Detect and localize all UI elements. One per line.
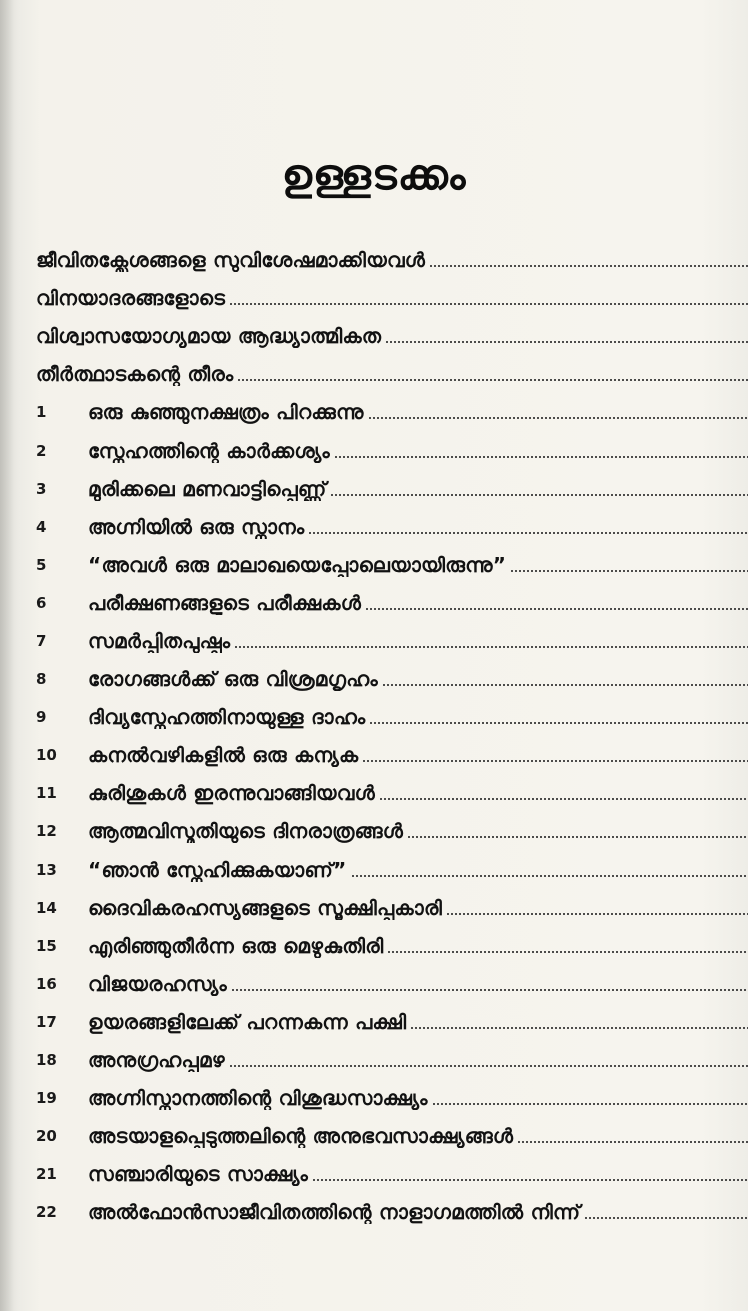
toc-chapter-entry <box>36 736 748 774</box>
chapter-title: ദിവ്യസ്നേഹത്തിനായുള്ള ദാഹം <box>88 705 366 730</box>
chapter-number: 16 <box>36 974 57 993</box>
toc-chapter-entry <box>36 1003 748 1041</box>
chapter-number: 3 <box>36 479 47 498</box>
dot-leader <box>231 989 748 991</box>
dot-leader <box>334 456 748 458</box>
toc-chapter-entry <box>36 660 748 698</box>
dot-leader <box>407 836 748 838</box>
toc-entry-label: വിനയാദരങ്ങളോടെ <box>36 286 226 311</box>
toc-chapter-entry <box>36 851 748 889</box>
toc-chapter-entry <box>36 393 748 431</box>
dot-leader <box>229 303 748 305</box>
toc-entry-label: തീർത്ഥാടകന്റെ തീരം <box>36 362 234 387</box>
chapter-number: 13 <box>36 860 57 879</box>
dot-leader <box>312 1179 748 1181</box>
dot-leader <box>584 1217 748 1219</box>
dot-leader <box>237 379 748 381</box>
chapter-number: 11 <box>36 784 57 803</box>
chapter-number: 18 <box>36 1051 57 1070</box>
dot-leader <box>229 1065 748 1067</box>
table-of-contents <box>36 241 748 1231</box>
toc-chapter-entry <box>36 1041 748 1079</box>
dot-leader <box>410 1027 748 1029</box>
toc-chapter-entry <box>36 1117 748 1155</box>
dot-leader <box>369 722 748 724</box>
chapter-title: ദൈവികരഹസ്യങ്ങളുടെ സൂക്ഷിപ്പുകാരി <box>88 895 443 920</box>
toc-chapter-entry <box>36 1193 748 1231</box>
chapter-title: എരിഞ്ഞുതീർന്ന ഒരു മെഴുകുതിരി <box>88 933 384 958</box>
dot-leader <box>308 532 748 534</box>
chapter-title: കനൽവഴികളിൽ ഒരു കന്യക <box>88 743 359 768</box>
page-title: ഉള്ളടക്കം <box>281 150 467 199</box>
toc-entry-label: വിശ്വാസയോഗ്യമായ ആദ്ധ്യാത്മികത <box>36 324 382 349</box>
chapter-title: ഉയരങ്ങളിലേക്ക് പറന്നകന്ന പക്ഷി <box>88 1009 407 1034</box>
chapter-title: ഒരു കുഞ്ഞുനക്ഷത്രം പിറക്കുന്നു <box>88 400 364 425</box>
chapter-number: 10 <box>36 746 57 765</box>
chapter-title: അഗ്നിയിൽ ഒരു സ്നാനം <box>88 514 305 539</box>
chapter-title: രോഗങ്ങൾക്ക് ഒരു വിശ്രമഗൃഹം <box>88 667 378 692</box>
chapter-title: സ്നേഹത്തിന്റെ കാർക്കശ്യം <box>88 438 330 463</box>
dot-leader <box>432 1103 748 1105</box>
chapter-title: അഗ്നിസ്നാനത്തിന്റെ വിശുദ്ധസാക്ഷ്യം <box>88 1086 428 1111</box>
chapter-title: “അവൾ ഒരു മാലാഖയെപ്പോലെയായിരുന്നു” <box>88 552 507 577</box>
chapter-title: പരീക്ഷണങ്ങളുടെ പരീക്ഷകൾ <box>88 590 362 615</box>
toc-chapter-entry <box>36 1079 748 1117</box>
chapter-title: കുരിശുകൾ ഇരന്നുവാങ്ങിയവൾ <box>88 781 376 806</box>
toc-chapter-entry <box>36 698 748 736</box>
dot-leader <box>517 1141 748 1143</box>
dot-leader <box>234 646 748 648</box>
chapter-number: 15 <box>36 936 57 955</box>
dot-leader <box>330 494 748 496</box>
chapter-title: വിജയരഹസ്യം <box>88 971 227 996</box>
chapter-title: “ഞാൻ സ്നേഹിക്കുകയാണ്” <box>88 857 347 882</box>
chapter-number: 7 <box>36 631 47 650</box>
chapter-number: 9 <box>36 708 47 727</box>
chapter-number: 20 <box>36 1127 57 1146</box>
chapter-title: അൽഫോൻസാജീവിതത്തിന്റെ നാളാഗമത്തിൽ നിന്ന് <box>88 1200 581 1225</box>
chapter-title: മുരിക്കലെ മണവാട്ടിപ്പെണ്ണ് <box>88 476 327 501</box>
dot-leader <box>510 570 748 572</box>
chapter-number: 19 <box>36 1089 57 1108</box>
toc-chapter-entry <box>36 965 748 1003</box>
chapter-number: 21 <box>36 1165 57 1184</box>
toc-chapter-entry <box>36 889 748 927</box>
dot-leader <box>446 913 748 915</box>
toc-chapter-entry <box>36 927 748 965</box>
toc-chapter-entry <box>36 470 748 508</box>
dot-leader <box>379 798 748 800</box>
dot-leader <box>365 608 748 610</box>
chapter-title: അടയാളപ്പെടുത്തലിന്റെ അനുഭവസാക്ഷ്യങ്ങൾ <box>88 1124 514 1149</box>
chapter-title: അനുഗ്രഹപ്പൂമഴ <box>88 1048 225 1073</box>
dot-leader <box>387 951 748 953</box>
chapter-title: ആത്മവിസ്മൃതിയുടെ ദിനരാത്രങ്ങൾ <box>88 819 404 844</box>
toc-chapter-entry <box>36 622 748 660</box>
chapter-number: 2 <box>36 441 47 460</box>
chapter-number: 6 <box>36 593 47 612</box>
toc-chapter-entry <box>36 431 748 469</box>
chapter-title: സഞ്ചാരിയുടെ സാക്ഷ്യം <box>88 1162 309 1187</box>
dot-leader <box>382 684 748 686</box>
chapter-number: 8 <box>36 670 47 689</box>
chapter-number: 5 <box>36 555 47 574</box>
toc-intro-entry <box>36 241 748 279</box>
toc-chapter-entry <box>36 546 748 584</box>
toc-entry-label: ജീവിതക്ലേശങ്ങളെ സുവിശേഷമാക്കിയവൾ <box>36 248 426 273</box>
dot-leader <box>385 341 748 343</box>
chapter-number: 12 <box>36 822 57 841</box>
toc-chapter-entry <box>36 584 748 622</box>
toc-chapter-entry <box>36 812 748 850</box>
chapter-title: സമർപ്പിതപുഷ്പം <box>88 628 231 653</box>
dot-leader <box>362 760 748 762</box>
toc-intro-entry <box>36 355 748 393</box>
dot-leader <box>351 875 748 877</box>
chapter-number: 4 <box>36 517 47 536</box>
dot-leader <box>429 265 748 267</box>
chapter-number: 22 <box>36 1203 57 1222</box>
toc-intro-entry <box>36 279 748 317</box>
toc-intro-entry <box>36 317 748 355</box>
dot-leader <box>368 417 748 419</box>
toc-chapter-entry <box>36 1155 748 1193</box>
chapter-number: 1 <box>36 403 47 422</box>
toc-chapter-entry <box>36 508 748 546</box>
chapter-number: 17 <box>36 1012 57 1031</box>
toc-chapter-entry <box>36 774 748 812</box>
chapter-number: 14 <box>36 898 57 917</box>
